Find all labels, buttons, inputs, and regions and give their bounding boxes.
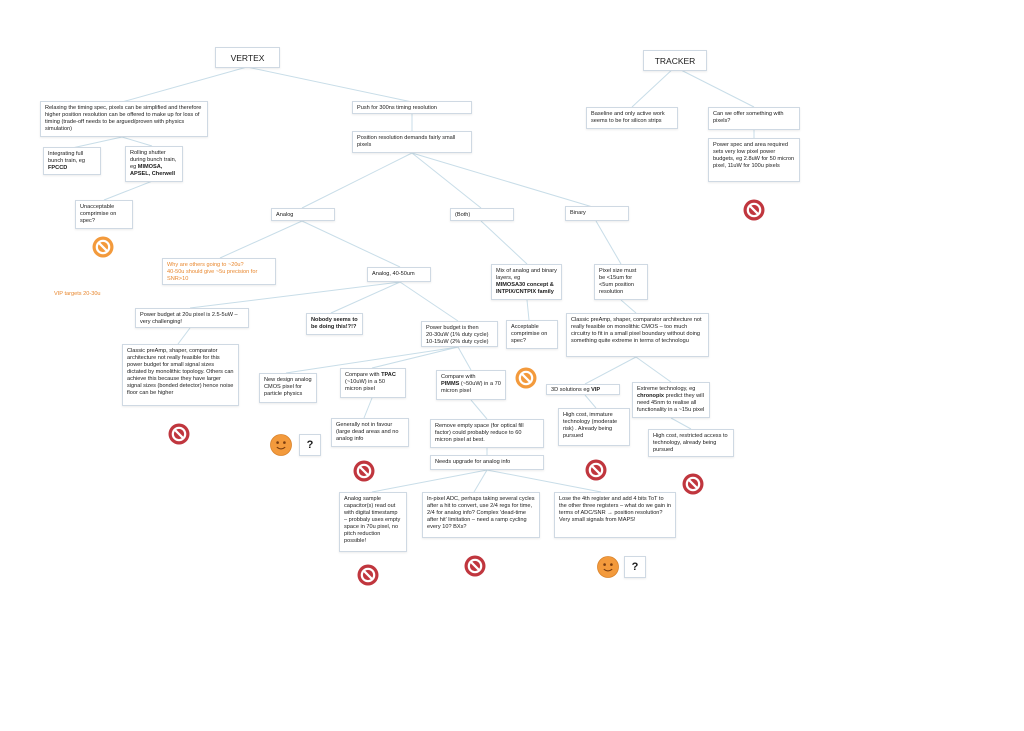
stop-icon (682, 473, 704, 495)
extreme-bold: chronopix (637, 393, 665, 399)
integrating-node (43, 147, 101, 175)
stop-icon (168, 423, 190, 445)
rolling-bold: MIMOSA, APSEL, Cherwell (130, 164, 176, 177)
relax-timing-node: Relaxing the timing spec, pixels can be simplified and therefore higher position resolution can be offered to make up for loss of timing (trade-off needs to be argued/proven with physics simulation) (40, 101, 208, 137)
acceptable-node: Acceptable comprimise on spec? (506, 320, 558, 349)
smiley-icon (597, 556, 619, 578)
pimms-pre: Compare with (441, 374, 476, 380)
question-mark-box: ? (624, 556, 646, 578)
tpac-post: (~10uW) in a 50 micron pixel (345, 379, 385, 392)
baseline-node: Baseline and only active work seems to be for silicon strips (586, 107, 678, 129)
tracker-title (643, 50, 707, 71)
analog-40-50-node: Analog, 40-50um (367, 267, 431, 282)
3d-bold: VIP (591, 387, 601, 393)
new-design-node: New design analog CMOS pixel for particle physics (259, 373, 317, 403)
position-resolution-node: Position resolution demands fairly small pixels (352, 131, 472, 153)
push-timing-node: Push for 300ns timing resolution (352, 101, 472, 114)
stop-icon-orange (92, 236, 114, 258)
classic-preamp-right-node: Classic preAmp, shaper, comparator architecture not really feasible on monolithic CMOS – too much circuitry to fit in a small pixel boundary without doing something quite extreme in terms of technologu (566, 313, 709, 357)
integrating-bold: FPCCD (48, 165, 68, 171)
needs-upgrade-node: Needs upgrade for analog info (430, 455, 544, 470)
why-others-node: Why are others going to ~20u? 40-50u should give ~5u precision for SNR>10 (162, 258, 276, 285)
power-budget-then-node: Power budget is then 20-30uW (1% duty cycle) 10-15uW (2% duty cycle) (421, 321, 498, 347)
generally-not-node: Generally not in favour (large dead areas and no analog info (331, 418, 409, 447)
both-node: (Both) (450, 208, 514, 221)
mix-layers-node (491, 264, 562, 300)
high-cost-restricted-node: High cost, restricted access to technology, already being pursued (648, 429, 734, 457)
in-pixel-adc-node: In-pixel ADC, perhaps taking several cycles after a hit to convert, use 2/4 regs for time, 2/4 for analog info? Complex 'dead-time after hit' limitation – need a ramp cycling every 10? BXs? (422, 492, 540, 538)
classic-preamp-left-node: Classic preAmp, shaper, comparator architecture not really feasible for this power budget for small signal sizes dictated by monolithic topology. Others can achieve this because they have larger signal sizes (bonded detector) hence noise floor can be higher (122, 344, 239, 406)
stop-icon (357, 564, 379, 586)
lose-4th-register-node: Lose the 4th register and add 4 bits ToT to the other three registers – what do we gain in terms of ADC/SNR → position resolution? Very small signals from MAPS! (554, 492, 676, 538)
extreme-pre: Extreme technology, eg (637, 386, 696, 392)
rolling-text: Rolling shutter during bunch train, eg (130, 150, 177, 170)
tpac-pre: Compare with (345, 372, 380, 378)
tpac-node (340, 368, 406, 398)
unacceptable-node: Unacceptable comprimise on spec? (75, 200, 133, 229)
power-budget-20u-node: Power budget at 20u pixel is 2.5-5uW – very challenging! (135, 308, 249, 328)
pimms-bold: PIMMS (441, 381, 460, 387)
stop-icon (353, 460, 375, 482)
high-cost-immature-node: High cost, immature technology (moderate risk) . Already being pursued (558, 408, 630, 446)
power-spec-node: Power spec and area required sets very low pixel power budgets, eg 2.8uW for 50 micron pixel, 11uW for 100u pixels (708, 138, 800, 182)
tracker-title-text: TRACKER (654, 55, 696, 66)
mix-bold: MIMOSA30 concept & INTPIX/CNTPIX family (496, 282, 554, 295)
question-mark-box: ? (299, 434, 321, 456)
smiley-icon (270, 434, 292, 456)
binary-node: Binary (565, 206, 629, 221)
remove-empty-node: Remove empty space (for optical fill factor) could probably reduce to 60 micron pixel at best. (430, 419, 544, 448)
analog-sample-node: Analog sample capacitor(s) read out with digital timestamp – probbaly uses empty space in 70u pixel, no pitch reduction possible! (339, 492, 407, 552)
nobody-node: Nobody seems to be doing this!?!? (306, 313, 363, 335)
rolling-shutter-node (125, 146, 183, 182)
vip-targets-note: VIP targets 20-30u (54, 291, 101, 297)
extreme-post: predict they will need 45nm to realise all functionality in a ~15u pixel (637, 393, 705, 413)
stop-icon (585, 459, 607, 481)
analog-node: Analog (271, 208, 335, 221)
3d-text: 3D solutions eg (551, 387, 590, 393)
pixel-size-node: Pixel size must be <15um for <5um position resolution (594, 264, 648, 300)
stop-icon-orange (515, 367, 537, 389)
can-we-offer-node: Can we offer something with pixels? (708, 107, 800, 130)
vertex-title-text: VERTEX (230, 52, 265, 63)
3d-solutions-node (546, 384, 620, 395)
mix-text: Mix of analog and binary layers, eg (496, 268, 557, 281)
integrating-text: Integrating full bunch train, eg (48, 151, 86, 164)
stop-icon (464, 555, 486, 577)
pimms-post: (~50uW) in a 70 micron pixel (441, 381, 501, 394)
stop-icon (743, 199, 765, 221)
extreme-tech-node (632, 382, 710, 418)
vertex-title (215, 47, 280, 68)
pimms-node (436, 370, 506, 400)
tpac-bold: TPAC (381, 372, 396, 378)
